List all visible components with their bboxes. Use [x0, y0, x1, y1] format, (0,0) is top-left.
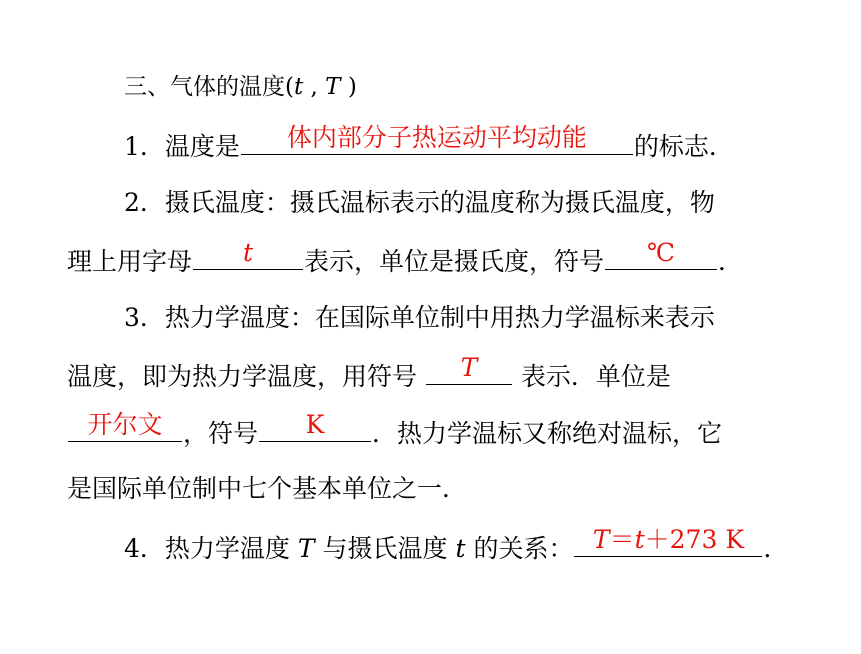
item-4-answer-T: T: [592, 525, 610, 554]
item-1-blank: [241, 123, 633, 155]
item-3-answer-symbol: T: [460, 353, 478, 382]
heading-var-t: t: [293, 74, 304, 100]
item-3-line-3-mid: ，符号: [183, 419, 259, 448]
item-3-line-2: [67, 353, 671, 394]
item-2-answer-unit: ℃: [647, 238, 676, 267]
item-2-line-2-mid: 表示，单位是摄氏度，符号: [304, 247, 605, 276]
item-2-symbol-blank: [193, 238, 303, 270]
item-4-pre: 4．热力学温度: [124, 534, 298, 563]
item-2-answer-symbol: t: [242, 238, 254, 267]
item-2-unit-blank: [605, 238, 717, 270]
heading-suffix: ): [340, 74, 357, 100]
item-3-line-2-post: 表示．单位是: [512, 362, 671, 391]
item-3-line-1-text: 3．热力学温度：在国际单位制中用热力学温标来表示: [124, 303, 715, 332]
item-2-line-2: [67, 238, 744, 279]
item-4-answer-t: t: [634, 525, 645, 554]
item-4-answer-eq: ＝: [609, 525, 635, 554]
section-heading: [124, 70, 357, 104]
item-3-answer-unit-name: 开尔文: [87, 410, 163, 439]
item-3-line-3-post: ．热力学温标又称绝对温标，它: [372, 419, 723, 448]
item-3-line-3: [67, 410, 723, 451]
item-2-line-2-pre: 理上用字母: [67, 247, 193, 276]
item-1-post: 的标志．: [633, 132, 734, 161]
heading-prefix: 三、气体的温度(: [124, 74, 294, 100]
item-4-answer: [574, 526, 762, 554]
heading-sep: ,: [303, 74, 326, 100]
item-3-line-4-text: 是国际单位制中七个基本单位之一．: [67, 474, 468, 503]
item-4-mid-2: 的关系：: [465, 534, 574, 563]
item-3-line-4: [67, 472, 467, 506]
heading-var-T: T: [325, 74, 341, 100]
item-3-line-2-pre: 温度，即为热力学温度，用符号: [67, 362, 425, 391]
item-2-line-1: [124, 186, 715, 220]
item-1: [124, 123, 734, 164]
item-3-answer-unit-symbol: K: [305, 410, 325, 439]
item-1-answer: 体内部分子热运动平均动能: [286, 123, 587, 152]
item-3-unit-name-blank: [68, 410, 182, 442]
item-4-blank: [574, 525, 762, 557]
item-3-line-1: [124, 301, 715, 335]
item-4-var-t: t: [455, 534, 466, 563]
item-2-line-1-text: 2．摄氏温度：摄氏温标表示的温度称为摄氏温度，物: [124, 188, 715, 217]
item-4: [124, 525, 789, 566]
item-4-mid-1: 与摄氏温度: [314, 534, 456, 563]
item-3-unit-symbol-blank: [259, 410, 371, 442]
item-4-post: ．: [763, 534, 789, 563]
item-3-symbol-blank: [426, 353, 512, 385]
item-2-line-2-post: ．: [718, 247, 744, 276]
item-1-pre: 1．温度是: [124, 132, 240, 161]
item-4-answer-rest: ＋273 K: [644, 525, 744, 554]
item-4-var-T: T: [297, 534, 315, 563]
